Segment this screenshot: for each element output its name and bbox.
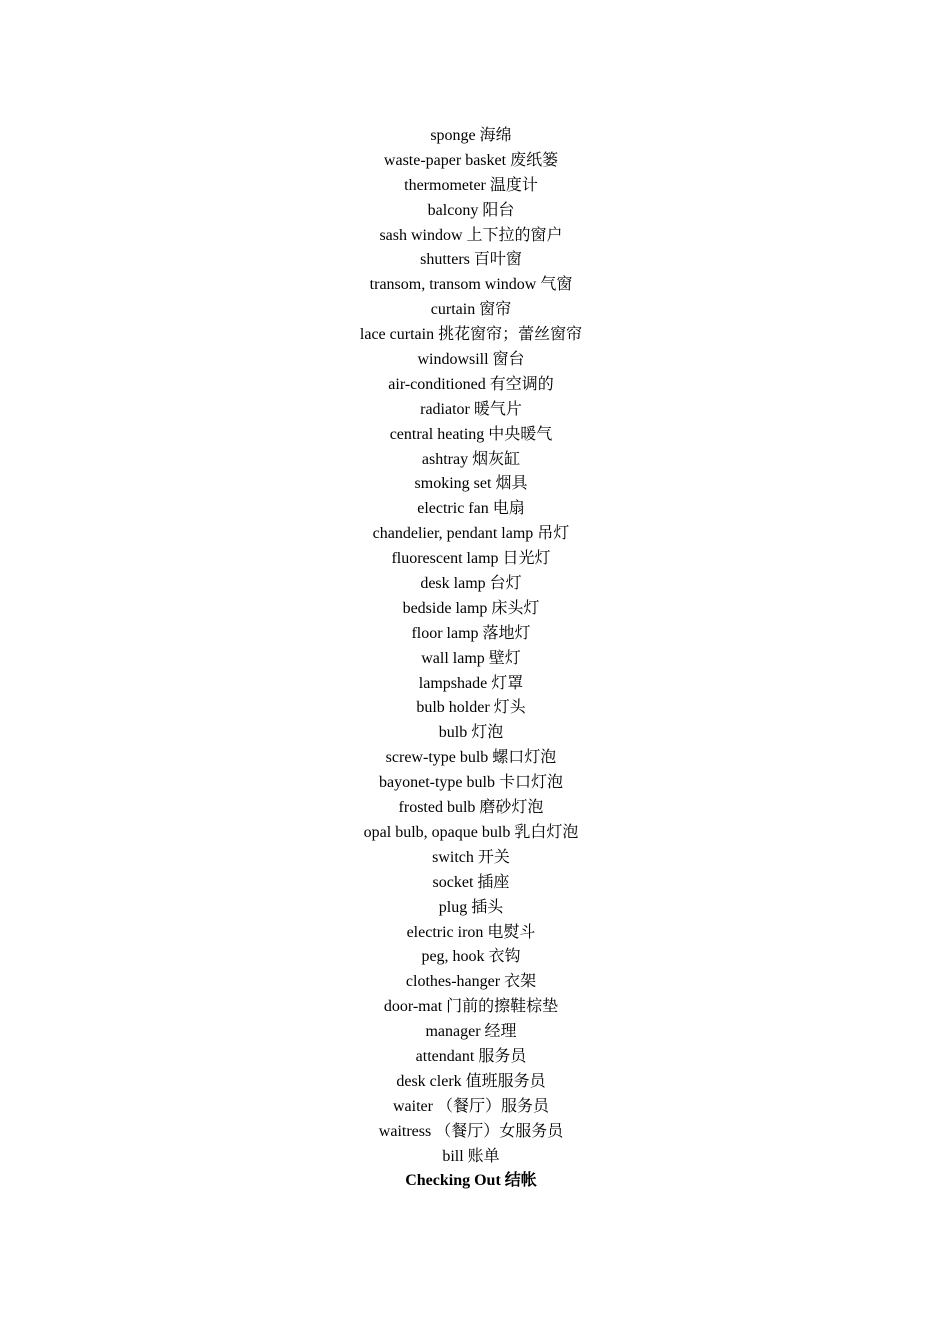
vocab-entry: waitress （餐厅）女服务员 bbox=[378, 1122, 564, 1140]
vocab-entry: peg, hook 衣钩 bbox=[421, 948, 521, 966]
vocab-entry: socket 插座 bbox=[432, 873, 510, 891]
vocab-entry: bill 账单 bbox=[442, 1147, 500, 1165]
vocab-entry: lace curtain 挑花窗帘；蕾丝窗帘 bbox=[359, 326, 583, 344]
vocab-entry: balcony 阳台 bbox=[427, 201, 515, 219]
vocab-entry: transom, transom window 气窗 bbox=[369, 276, 573, 294]
vocab-entry: thermometer 温度计 bbox=[404, 176, 538, 194]
vocab-entry: opal bulb, opaque bulb 乳白灯泡 bbox=[363, 823, 579, 841]
vocab-entry: fluorescent lamp 日光灯 bbox=[391, 550, 551, 568]
vocab-entry: bulb 灯泡 bbox=[438, 724, 504, 742]
vocab-entry: door-mat 门前的擦鞋棕垫 bbox=[383, 998, 559, 1016]
vocab-entry: clothes-hanger 衣架 bbox=[405, 973, 537, 991]
vocab-entry: desk clerk 值班服务员 bbox=[396, 1072, 546, 1090]
vocab-entry: frosted bulb 磨砂灯泡 bbox=[398, 799, 544, 817]
vocabulary-list bbox=[0, 124, 942, 1169]
vocab-entry: smoking set 烟具 bbox=[414, 475, 528, 493]
vocab-entry: electric fan 电扇 bbox=[417, 500, 525, 518]
vocab-entry: switch 开关 bbox=[432, 848, 510, 866]
vocab-entry: sponge 海绵 bbox=[430, 127, 512, 144]
vocab-entry: floor lamp 落地灯 bbox=[411, 624, 531, 642]
document-page bbox=[0, 124, 942, 1194]
vocab-entry: sash window 上下拉的窗户 bbox=[379, 226, 563, 244]
vocab-entry: central heating 中央暖气 bbox=[389, 425, 553, 443]
vocab-entry: shutters 百叶窗 bbox=[420, 251, 522, 269]
vocab-entry: bedside lamp 床头灯 bbox=[402, 599, 540, 617]
vocab-entry: bulb holder 灯头 bbox=[416, 699, 526, 717]
vocab-entry: desk lamp 台灯 bbox=[420, 575, 522, 593]
vocab-entry: radiator 暖气片 bbox=[420, 400, 522, 418]
vocab-entry: waste-paper basket 废纸篓 bbox=[383, 151, 559, 169]
vocab-entry: lampshade 灯罩 bbox=[418, 674, 524, 692]
vocab-entry: windowsill 窗台 bbox=[417, 351, 525, 369]
vocab-entry: screw-type bulb 螺口灯泡 bbox=[385, 749, 557, 767]
vocab-entry: chandelier, pendant lamp 吊灯 bbox=[372, 525, 570, 543]
vocab-entry: wall lamp 壁灯 bbox=[421, 649, 521, 667]
section-heading: Checking Out 结帐 bbox=[405, 1172, 537, 1190]
vocab-entry: plug 插头 bbox=[438, 898, 504, 916]
vocab-entry: curtain 窗帘 bbox=[430, 301, 512, 319]
vocab-entry: attendant 服务员 bbox=[415, 1047, 527, 1065]
vocab-entry: bayonet-type bulb 卡口灯泡 bbox=[379, 774, 563, 792]
vocab-entry: ashtray 烟灰缸 bbox=[421, 450, 521, 468]
vocab-entry: electric iron 电熨斗 bbox=[406, 923, 536, 941]
vocab-entry: air-conditioned 有空调的 bbox=[388, 375, 554, 393]
vocab-entry: manager 经理 bbox=[425, 1023, 517, 1041]
vocab-entry: waiter （餐厅）服务员 bbox=[393, 1097, 549, 1115]
